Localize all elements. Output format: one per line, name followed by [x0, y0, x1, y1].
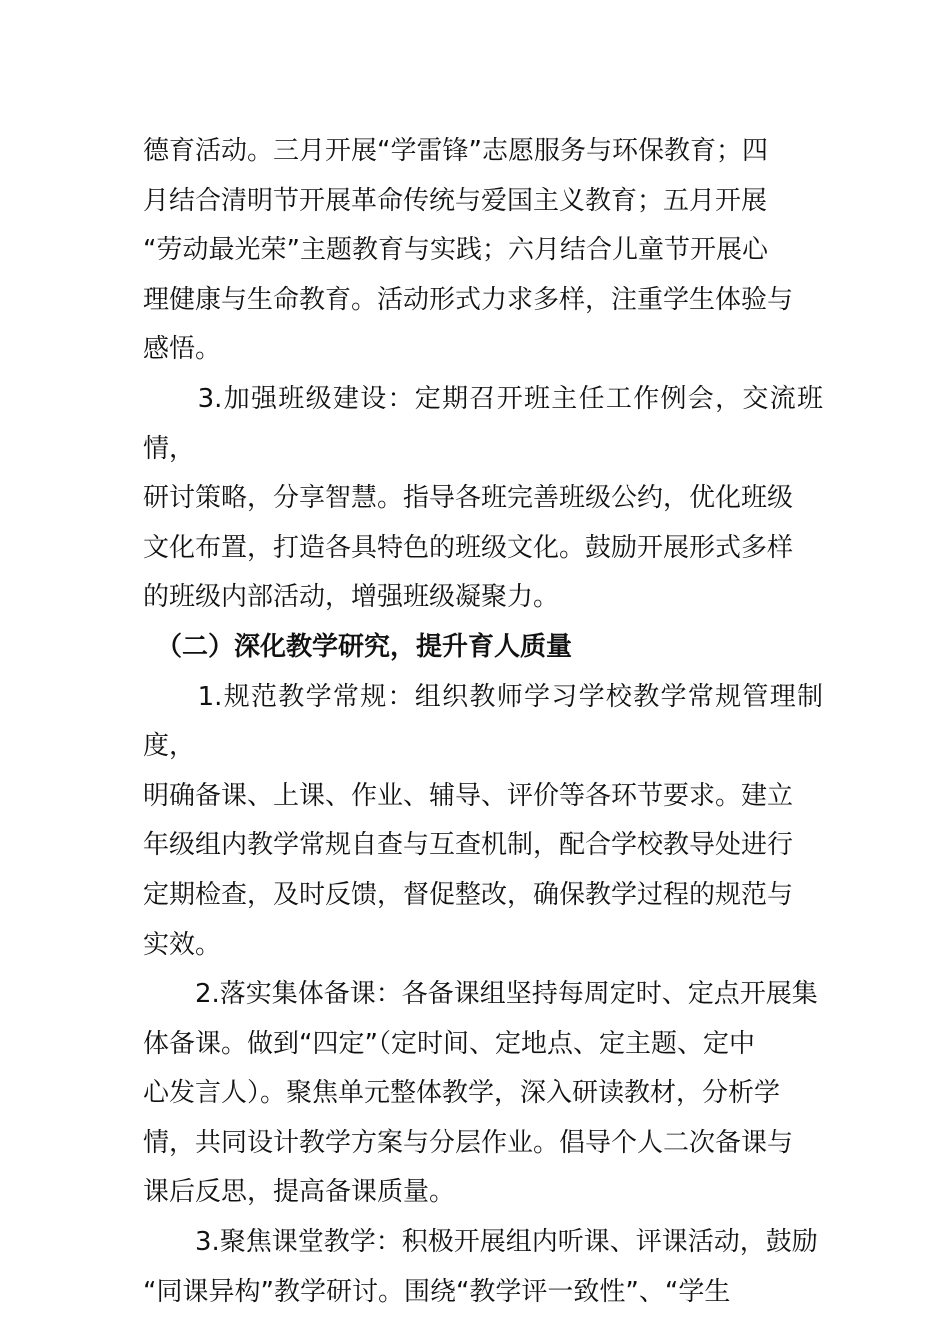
section-heading-teaching-research: （二）深化教学研究，提升育人质量: [143, 631, 573, 662]
paragraph-classroom-teaching: 3.聚焦课堂教学：积极开展组内听课、评课活动，鼓励 “同课异构”教学研讨。围绕“教学评一致性”、“学生: [143, 1227, 818, 1307]
paragraph-collective-lesson-prep: 2.落实集体备课：各备课组坚持每周定时、定点开展集 体备课。做到“四定”（定时间、定地点、定主题、定中 心发言人）。聚焦单元整体教学，深入研读教材，分析学 情，共同设计教学方案与分层作业。倡导个人二次备课与 课后反思，提高备课质量。: [143, 979, 818, 1208]
paragraph-class-building: 3.加强班级建设：定期召开班主任工作例会，交流班情， 研讨策略，分享智慧。指导各班完善班级公约，优化班级 文化布置，打造各具特色的班级文化。鼓励开展形式多样 的班级内部活动，增强班级凝聚力。: [143, 383, 823, 613]
document-body: [143, 127, 823, 1317]
paragraph-moral-activities: 德育活动。三月开展“学雷锋”志愿服务与环保教育；四 月结合清明节开展革命传统与爱国主义教育；五月开展 “劳动最光荣”主题教育与实践；六月结合儿童节开展心 理健康与生命教育。活动形式力求多样，注重学生体验与 感悟。: [143, 136, 794, 365]
paragraph-teaching-routine: 1.规范教学常规：组织教师学习学校教学常规管理制度， 明确备课、上课、作业、辅导、评价等各环节要求。建立 年级组内教学常规自查与互查机制，配合学校教导处进行 定期检查，及时反馈，督促整改，确保教学过程的规范与 实效。: [143, 681, 823, 960]
